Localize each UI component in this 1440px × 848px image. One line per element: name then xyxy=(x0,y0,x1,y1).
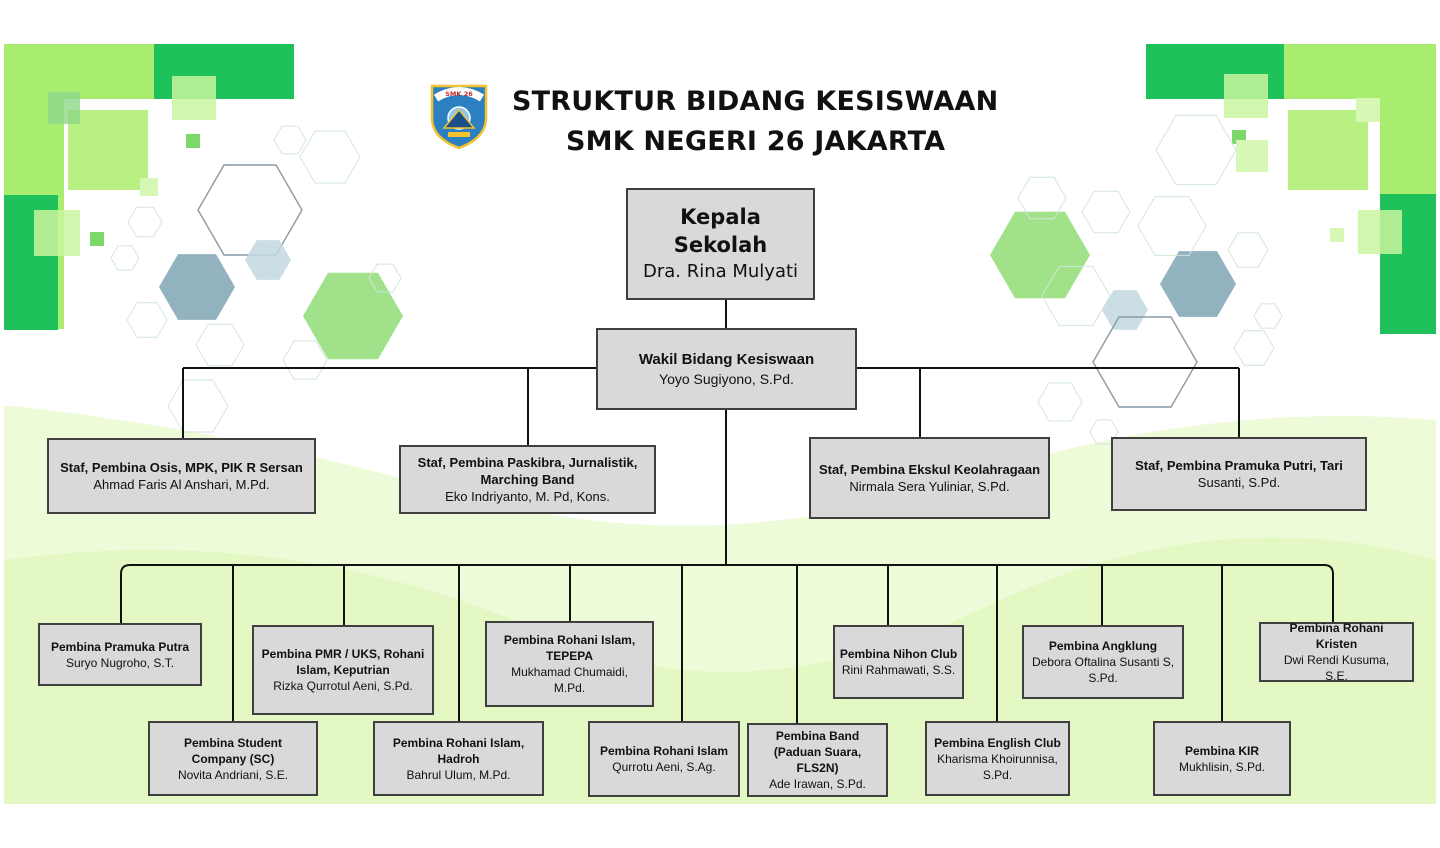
node-person: Yoyo Sugiyono, S.Pd. xyxy=(659,371,794,387)
node-role: Pembina Angklung xyxy=(1048,639,1158,653)
node-role: Pembina KIR xyxy=(1184,743,1259,758)
node-role: Pembina Pramuka Putra xyxy=(50,639,190,654)
node-pembina-kir xyxy=(1153,721,1291,796)
node-person: Suryo Nugroho, S.T. xyxy=(65,655,175,670)
node-person: Bahrul Ulum, M.Pd. xyxy=(406,767,511,782)
node-pembina-nihon-club xyxy=(833,625,964,699)
node-role: Pembina Band (Paduan Suara, FLS2N) xyxy=(773,729,862,775)
node-role: Staf, Pembina Pramuka Putri, Tari xyxy=(1135,458,1343,473)
node-staf-keolahragaan xyxy=(809,437,1050,519)
svg-text:SMK 26: SMK 26 xyxy=(445,90,473,98)
node-role: Pembina Rohani Islam, Hadroh xyxy=(392,735,525,766)
node-person: Rini Rahmawati, S.S. xyxy=(841,663,956,677)
node-person: Novita Andriani, S.E. xyxy=(177,767,289,782)
node-person: Mukhamad Chumaidi, M.Pd. xyxy=(511,665,628,695)
chart-title-line1: STRUKTUR BIDANG KESISWAAN xyxy=(512,86,999,117)
node-role: Pembina Rohani Islam, TEPEPA xyxy=(503,633,636,663)
node-person: Eko Indriyanto, M. Pd, Kons. xyxy=(445,489,610,504)
node-pembina-angklung xyxy=(1022,625,1184,699)
node-person: Ahmad Faris Al Anshari, M.Pd. xyxy=(93,477,270,492)
node-role: Staf, Pembina Ekskul Keolahragaan xyxy=(818,462,1041,477)
node-person: Dra. Rina Mulyati xyxy=(642,261,799,282)
node-person: Susanti, S.Pd. xyxy=(1197,475,1281,490)
node-role: Pembina English Club xyxy=(934,735,1061,750)
node-pembina-hadroh xyxy=(373,721,544,796)
node-role: Staf, Pembina Osis, MPK, PIK R Sersan xyxy=(60,460,303,475)
node-role: Kepala Sekolah xyxy=(673,205,768,257)
node-kepala-sekolah xyxy=(626,188,815,300)
node-role: Wakil Bidang Kesiswaan xyxy=(638,351,815,368)
node-pembina-band xyxy=(747,723,888,797)
node-role: Pembina Student Company (SC) xyxy=(183,735,282,766)
node-role: Staf, Pembina Paskibra, Jurnalistik, Marching Band xyxy=(417,455,638,487)
node-pembina-rohani-kristen xyxy=(1259,622,1414,682)
node-pembina-rohani-islam xyxy=(588,721,740,797)
node-person: Qurrotu Aeni, S.Ag. xyxy=(612,760,716,774)
node-wakil-kesiswaan xyxy=(596,328,857,410)
node-role: Pembina Nihon Club xyxy=(839,647,958,661)
connector xyxy=(121,565,1333,624)
node-staf-paskibra xyxy=(399,445,656,514)
node-pembina-pmr-uks xyxy=(252,625,434,715)
school-crest-icon xyxy=(424,80,494,150)
node-person: Dwi Rendi Kusuma, S.E. xyxy=(1283,653,1390,683)
node-person: Rizka Qurrotul Aeni, S.Pd. xyxy=(273,679,413,693)
node-person: Nirmala Sera Yuliniar, S.Pd. xyxy=(849,479,1010,494)
node-role: Pembina Rohani Islam xyxy=(599,744,729,758)
chart-title-line2: SMK NEGERI 26 JAKARTA xyxy=(566,126,946,157)
node-person: Kharisma Khoirunnisa, S.Pd. xyxy=(937,751,1058,782)
node-role: Pembina Rohani Kristen xyxy=(1289,621,1384,651)
node-staf-pramuka-putri xyxy=(1111,437,1367,511)
node-pembina-tepepa xyxy=(485,621,654,707)
node-person: Mukhlisin, S.Pd. xyxy=(1178,759,1266,774)
node-pembina-pramuka-putra xyxy=(38,623,202,686)
node-person: Ade Irawan, S.Pd. xyxy=(769,777,866,791)
node-staf-osis xyxy=(47,438,316,514)
node-role: Pembina PMR / UKS, Rohani Islam, Keputrian xyxy=(261,647,425,677)
node-pembina-student-company xyxy=(148,721,318,796)
node-pembina-english-club xyxy=(925,721,1070,796)
node-person: Debora Oftalina Susanti S, S.Pd. xyxy=(1031,655,1175,685)
